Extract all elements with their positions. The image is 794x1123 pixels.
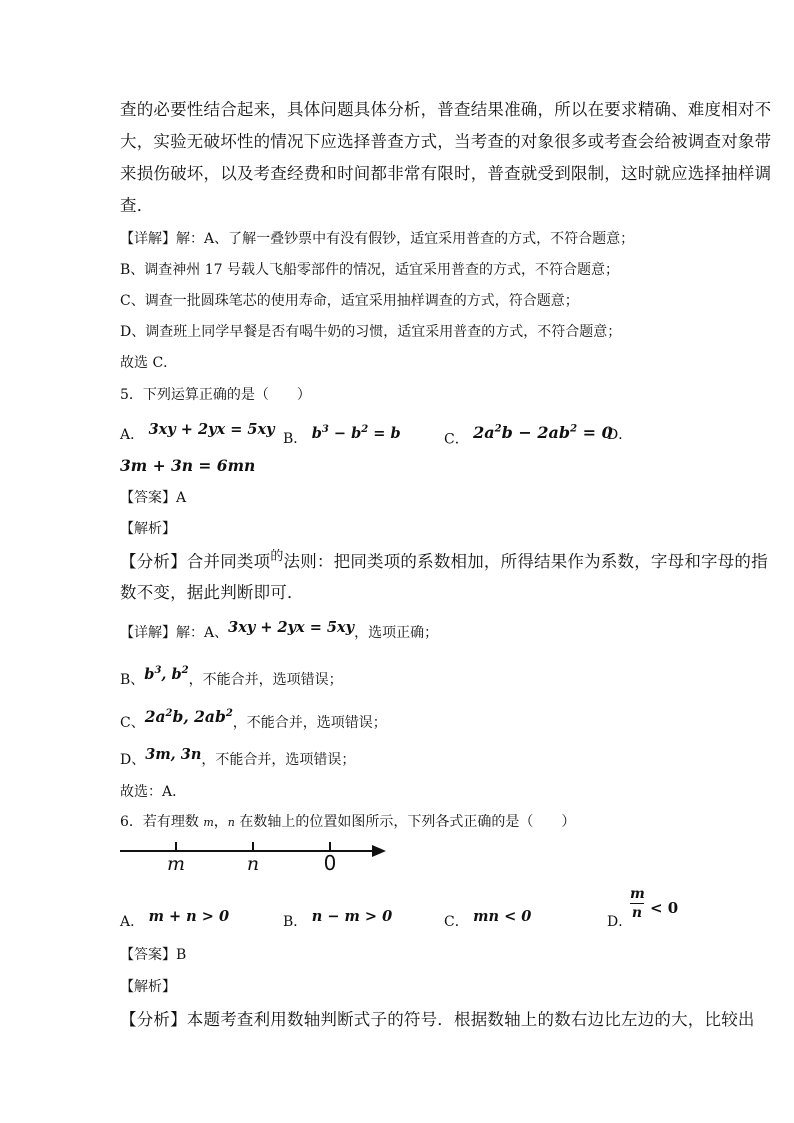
q6-option-d-relation: < 0 (650, 899, 679, 917)
q6-option-b-label: B． (283, 914, 308, 930)
q5-fenxi-line-2: 数不变，据此判断即可． (120, 583, 304, 602)
q6-option-d (607, 912, 632, 932)
q5-option-a-label: A． (120, 427, 145, 443)
q5-detail-c-formula: $2a^2b$, $2ab^2$ (144, 707, 233, 727)
q6-fenxi: 【分析】本题考查利用数轴判断式子的符号．根据数轴上的数右边比左边的大，比较出 (120, 1010, 755, 1029)
q4-choose: 故选 C． (120, 355, 178, 371)
q5-option-a (120, 421, 275, 445)
q5-detail-b: B、$b^3$, $b^2$，不能合并，选项错误； (120, 665, 343, 688)
q5-option-d (607, 425, 632, 445)
axis-label-n: n (246, 853, 260, 875)
q6-option-a (120, 908, 230, 932)
paragraph-line-1: 查的必要性结合起来，具体问题具体分析，普查结果准确，所以在要求精确、难度相对不 (120, 100, 772, 119)
number-line-figure (118, 838, 390, 878)
q6-option-d-fraction: m n (630, 886, 645, 921)
q5-option-b-formula: $b^3 - b^2 = b$ (311, 424, 401, 442)
axis-label-m: m (166, 853, 186, 875)
q6-answer: 【答案】B (120, 947, 187, 963)
q6-option-c-label: C． (444, 914, 469, 930)
q4-detail-c: C、调查一批圆珠笔芯的使用寿命，适宜采用抽样调查的方式，符合题意； (120, 293, 579, 309)
q5-choose: 故选：A． (120, 784, 187, 800)
q5-option-d-label: D． (607, 427, 633, 443)
q6-option-a-label: A． (120, 914, 145, 930)
q6-option-a-formula: m + n > 0 (148, 908, 230, 925)
q4-detail-b: B、调查神州 17 号载人飞船零部件的情况，适宜采用普查的方式，不符合题意； (120, 262, 620, 278)
q6-option-d-label: D． (607, 914, 633, 930)
number-line-arrow-icon (372, 845, 386, 857)
paragraph-line-3: 来损伤破坏，以及考查经费和时间都非常有限时，普查就受到限制，这时就应选择抽样调 (120, 164, 772, 183)
q5-detail-d: D、3m, 3n，不能合并，选项错误； (120, 746, 356, 768)
paragraph-line-4: 查． (120, 196, 154, 215)
q5-option-c-label: C． (444, 431, 469, 448)
q5-option-c (444, 425, 613, 449)
axis-label-0: 0 (323, 851, 337, 875)
q6-analysis-heading: 【解析】 (120, 979, 176, 995)
q5-analysis-heading: 【解析】 (120, 521, 176, 537)
q5-fenxi-line-1: 【分析】合并同类项$^的$法则：把同类项的系数相加，所得结果作为系数，字母和字母的指 (120, 549, 768, 571)
q6-option-c-formula: mn < 0 (473, 908, 532, 925)
q5-detail-d-formula: 3m, 3n (145, 746, 202, 763)
q5-detail-c: C、$2a^2b$, $2ab^2$，不能合并，选项错误； (120, 707, 387, 732)
q5-detail-a-formula: 3xy + 2yx = 5xy (228, 619, 355, 636)
q5-detail-a: 【详解】解：A、3xy + 2yx = 5xy，选项正确； (120, 619, 439, 641)
q5-option-c-formula: $2a^2b - 2ab^2 = 0$ (473, 423, 613, 443)
q4-detail-a: 【详解】解：A、了解一叠钞票中有没有假钞，适宜采用普查的方式，不符合题意； (120, 231, 635, 247)
q5-option-b (283, 425, 401, 449)
q5-option-b-label: B． (283, 430, 308, 447)
q5-option-d-formula: 3m + 3n = 6mn (120, 456, 256, 475)
q6-option-b-formula: n − m > 0 (311, 908, 393, 925)
paragraph-line-2: 大，实验无破坏性的情况下应选择普查方式，当考查的对象很多或考查会给被调查对象带 (120, 132, 772, 151)
q5-option-a-formula: 3xy + 2yx = 5xy (148, 421, 275, 438)
q6-option-c (444, 908, 532, 932)
q6-stem: 6．若有理数 m，n 在数轴上的位置如图所示，下列各式正确的是（ ） (120, 814, 576, 830)
q6-option-b (283, 908, 393, 932)
q4-detail-d: D、调查班上同学早餐是否有喝牛奶的习惯，适宜采用普查的方式，不符合题意； (120, 324, 622, 340)
q5-stem: 5．下列运算正确的是（ ） (120, 387, 311, 403)
q5-answer: 【答案】A (120, 490, 187, 506)
q5-detail-b-formula: $b^3$, $b^2$ (144, 665, 189, 683)
